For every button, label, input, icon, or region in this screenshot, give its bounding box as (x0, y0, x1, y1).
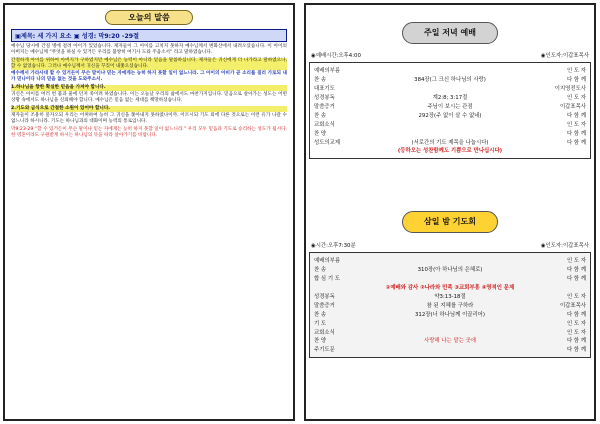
order-row: 합 심 기 도 다 함 께 (314, 276, 586, 283)
order-row: 찬 송 384장(그 크신 하나님의 사랑) 다 함 께 (314, 77, 586, 84)
sermon-paragraph: 예수님 당시에 간질 병에 걸려 아이가 있었습니다. 제자들이 그 아이를 고치지 못하자 예수님께서 변화산에서 내려오셨습니다. 이 아이의 아버지는 예수님께 “무엇을 하실 수 있거든 우리를 불쌍히 여기사 도와 주옵소서” 라고 말하였습니다. (11, 44, 287, 56)
sermon-body (11, 44, 287, 139)
service-preacher: ◉인도자:이갑표목사 (540, 243, 589, 249)
sermon-page (3, 3, 295, 421)
sunday-evening-order (309, 51, 591, 203)
prayer-topics: ①예배와 감사 ②나라와 민족 ③교회부흥 ④영적인 문제 (385, 285, 515, 292)
order-row: 대표기도 이지영전도사 (314, 86, 586, 93)
order-row: 예배의부름 인 도 자 (314, 68, 586, 75)
sermon-paragraph: 간절하게 아이를 위하여 아버지가 구하였지만 예수님은 능력이 아니라 믿음을 말씀하십니다. 제자들은 귀신에게 더 나가라고 말하였으나, 할 수 없었습니다. 그러나 예수님께서 귀신을 꾸짖어 내쫓으셨습니다. (11, 57, 287, 69)
sermon-paragraph: 예수께서 가라사대 할 수 있거든이 무슨 말이냐 믿는 자에게는 능히 하지 못할 일이 없느니라. 그 아이의 아비가 곧 소리를 질러 가로되 내가 믿나이다 나의 믿음 없는 것을 도와주소서. (11, 71, 287, 83)
worship-page (304, 3, 596, 421)
order-row: 말씀증거 참 된 지혜를 구하라 이갑표목사 (314, 302, 586, 309)
order-row: 말씀증거 주님이 보시는 관점 이갑표목사 (314, 104, 586, 110)
sermon-header: ▣제목: 세 가지 요소 ▣ 성경: 막9:20 -29절 (11, 29, 287, 42)
order-row: 찬 양 사랑해 나는 맡는 곳에 다 함 께 (314, 338, 586, 345)
service-preacher: ◉인도자:이갑표목사 (540, 53, 589, 59)
sermon-point-2: 2.기도와 금식으로 간절한 소원이 있어야 합니다. (11, 106, 287, 112)
order-box (309, 252, 591, 358)
order-row: 주기도문 다 함 께 (314, 347, 586, 354)
order-row: 교회소식 인 도 자 (314, 121, 586, 128)
order-row: 찬 양 다 함 께 (314, 130, 586, 137)
sermon-paragraph: 막9:23-29 “할 수 있거든이 무슨 말이냐 믿는 자에게는 능히 하지 못할 일이 없느니라.” 우리 모두 믿음과 기도로 승리하는 성도가 됩시다. 한 영혼이라도 구원받게 하시는 하나님의 뜻을 따라 살아가기를 바랍니다. (11, 126, 287, 138)
order-row: 교회소식 인 도 자 (314, 329, 586, 336)
order-box (309, 62, 591, 159)
service-time: ◉예배시간:오후4:00 (311, 53, 361, 59)
service-note: (등하오는 성찬함께도 기쁨으로 만나십시다) (397, 148, 503, 155)
order-row: 성경봉독 약3:13-18절 인 도 자 (314, 294, 586, 300)
wednesday-prayer-order (309, 241, 591, 415)
order-row: 성경봉독 계2:8; 3:17절 인 도 자 (314, 95, 586, 102)
order-row: 찬 송 312장(너 하나님께 이끌리어) 다 함 께 (314, 311, 586, 318)
order-row: 찬 송 292장(주 없이 살 수 없네) 다 함 께 (314, 112, 586, 119)
sermon-paragraph: 제자들이 조용히 묻자오되 우리는 어찌하여 능히 그 귀신을 쫓아내지 못하였나이까. 이르시되 기도 외에 다른 것으로는 이런 유가 나갈 수 없느니라 하시니라. 기도는 하나님과의 대화이며 능력의 통로입니다. (11, 112, 287, 125)
sermon-point-1: 1.하나님을 향한 확실한 믿음을 가져야 합니다. (11, 85, 287, 91)
wednesday-prayer-title: 삼일 밤 기도회 (402, 211, 498, 233)
sermon-paragraph: 귀신은 아이를 여러 번 불과 물에 던져 죽이려 하였습니다. 이는 오늘날 우리의 삶에서도 마찬가지입니다. 믿음으로 살아가는 성도는 어떤 상황 속에서도 하나님을 신뢰해야 합니다. 예수님은 믿음 없는 세대를 책망하셨습니다. (11, 92, 287, 104)
order-row: 성도의교제 (서로간의 기도 제목을 나눕시다) 다 함 께 (314, 139, 586, 146)
order-row: 기 도 인 도 자 (314, 320, 586, 327)
order-row: 예배의부름 인 도 자 (314, 258, 586, 265)
service-time: ◉시간:오후7:30분 (311, 243, 356, 249)
sunday-evening-title: 주일 저녁 예배 (402, 22, 498, 44)
order-row: 찬 송 310장(아 하나님의 은혜로) 다 함 께 (314, 267, 586, 274)
today-word-title: 오늘의 말씀 (105, 10, 193, 25)
